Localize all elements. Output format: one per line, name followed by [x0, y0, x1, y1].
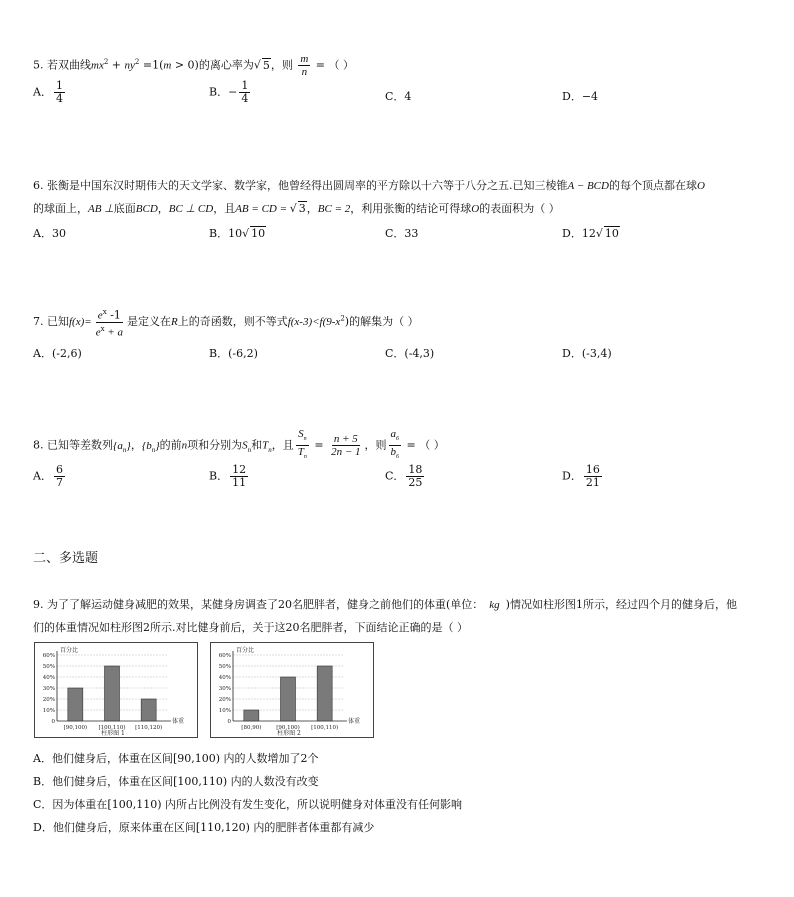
chart-1-ylabel: 百分比 [60, 647, 79, 654]
q6-stem-line2: 的球面上，AB ⊥底面BCD，BC ⊥ CD，且AB = CD = √ 3，BC = 2，利用张衡的结论可得球O的表面积为（ ） [33, 202, 560, 215]
q5-option-a[interactable]: A． $\frac{1}{4}$ [33, 79, 63, 105]
q5-option-b[interactable]: B．− $\frac{1}{4}$ [209, 79, 249, 105]
q6-stem-line1: 6. 张衡是中国东汉时期伟大的天文学家、数学家，他曾经得出圆周率的平方除以十六等于八分之五.已知三棱锥A − BCD的每个顶点都在球O [33, 179, 705, 192]
chart-2-ytick: 50% [218, 664, 231, 670]
q7-stem: 7. 已知f(x)= $\frac{e^x -1}{e^x + a}$ 是定义在R上的奇函数，则不等式$f(x-3)<f(9-x^2)$的解集为（ ） [33, 308, 419, 339]
chart-1-xtick: [100,110) [98, 725, 126, 731]
q8-option-a[interactable]: A． $\frac{6}{7}$ [33, 463, 63, 489]
bar-chart-2 [210, 642, 374, 738]
bar-chart-1-svg [35, 643, 197, 737]
chart-2-ytick: 60% [218, 653, 231, 659]
q7-option-c[interactable]: C．(-4,3) [385, 347, 435, 360]
chart-1-ytick: 30% [42, 686, 55, 692]
q7-option-d[interactable]: D．(-3,4) [562, 347, 612, 360]
chart-2-ytick: 0 [227, 719, 231, 725]
chart-2-title: 柱形图 2 [277, 730, 301, 737]
q6-option-b[interactable]: B．10√ 10 [209, 227, 266, 240]
chart-1-ytick: 10% [42, 708, 55, 714]
chart-2-xtick: [80,90) [241, 725, 262, 731]
q7-option-b[interactable]: B．(-6,2) [209, 347, 258, 360]
chart-1-ytick: 60% [42, 653, 55, 659]
chart-1-bar [68, 688, 83, 721]
q9-stem-line2: 们的体重情况如柱形图2所示.对比健身前后，关于这20名肥胖者，下面结论正确的是（ ） [33, 621, 468, 634]
chart-2-bar [281, 677, 296, 721]
q9-stem-line1: 9. 为了了解运动健身减肥的效果，某健身房调查了20名肥胖者，健身之前他们的体重(单位： kg )情况如柱形图1所示，经过四个月的健身后，他 [33, 598, 737, 611]
section-heading: 二、多选题 [33, 551, 99, 566]
chart-2-ylabel: 百分比 [236, 647, 255, 654]
q6-option-c[interactable]: C．33 [385, 227, 419, 240]
q9-option-a[interactable]: A．他们健身后，体重在区间[90,100) 内的人数增加了2个 [33, 752, 319, 765]
chart-1-ytick: 20% [42, 697, 55, 703]
chart-1-title: 柱形图 1 [101, 730, 125, 737]
q8-option-b[interactable]: B． $\frac{12}{11}$ [209, 463, 247, 489]
chart-2-ytick: 30% [218, 686, 231, 692]
chart-1-xlabel: 体重 [172, 718, 185, 725]
chart-2-ytick: 20% [218, 697, 231, 703]
chart-2-bar [244, 710, 259, 721]
chart-2-xtick: [100,110) [311, 725, 339, 731]
q9-option-b[interactable]: B．他们健身后，体重在区间[100,110) 内的人数没有改变 [33, 775, 319, 788]
chart-1-ytick: 40% [42, 675, 55, 681]
q6-option-d[interactable]: D．12√ 10 [562, 227, 619, 240]
q5-stem: 5. 若双曲线$mx^2 + ny^2 =1(m > 0)$的离心率为√ 5，则 $\frac{m}{n}$ = （ ） [33, 53, 355, 78]
q7-option-a[interactable]: A．(-2,6) [33, 347, 82, 360]
bar-chart-1 [34, 642, 198, 738]
chart-2-bar [317, 666, 332, 721]
q5-option-c[interactable]: C．4 [385, 90, 412, 103]
q5-option-d[interactable]: D．−4 [562, 90, 599, 103]
chart-2-ytick: 40% [218, 675, 231, 681]
q9-option-d[interactable]: D．他们健身后，原来体重在区间[110,120) 内的肥胖者体重都有减少 [33, 821, 375, 834]
chart-1-bar [105, 666, 120, 721]
chart-1-xtick: [110,120) [135, 725, 163, 731]
bar-chart-2-svg [211, 643, 373, 737]
chart-2-xlabel: 体重 [348, 718, 361, 725]
chart-1-ytick: 0 [51, 719, 55, 725]
chart-2-ytick: 10% [218, 708, 231, 714]
chart-1-xtick: [90,100) [63, 725, 88, 731]
chart-2-xtick: [90,100) [276, 725, 300, 731]
chart-1-ytick: 50% [42, 664, 55, 670]
chart-1-bar [141, 699, 156, 721]
q6-option-a[interactable]: A．30 [33, 227, 66, 240]
q8-option-c[interactable]: C． $\frac{18}{25}$ [385, 463, 423, 489]
q9-option-c[interactable]: C．因为体重在[100,110) 内所占比例没有发生变化，所以说明健身对体重没有任何影响 [33, 798, 462, 811]
q8-stem: 8. 已知等差数列$\{a_n\}$，$\{b_n\}$的前n项和分别为$S_n$和$T_n$，且 $\frac{S_n}{T_n}$ = $\frac{n + 5}{2n - 1}$ ，则 $\frac{a_6}{b_6}$ = （ ） [33, 428, 445, 461]
q8-option-d[interactable]: D． $\frac{16}{21}$ [562, 463, 600, 489]
